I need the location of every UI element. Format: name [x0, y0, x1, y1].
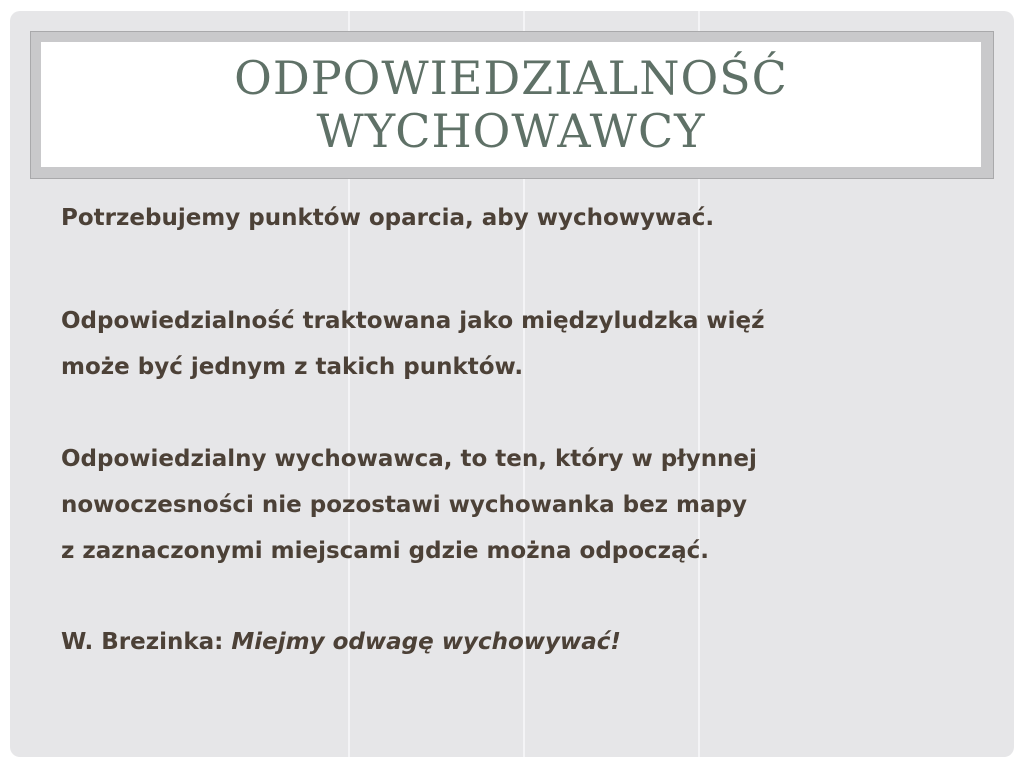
paragraph-3-line-1: Odpowiedzialny wychowawca, to ten, który w płynnej: [61, 446, 757, 472]
paragraph-1-text: Potrzebujemy punktów oparcia, aby wychowywać.: [61, 205, 715, 231]
paragraph-2-line-2: może być jednym z takich punktów.: [61, 354, 524, 380]
title-box: [41, 42, 981, 167]
paragraph-3: [61, 436, 991, 574]
paragraph-3-line-2: nowoczesności nie pozostawi wychowanka bez mapy: [61, 492, 748, 518]
slide-title-line-1: ODPOWIEDZIALNOŚĆ: [234, 51, 788, 105]
paragraph-1: [61, 201, 991, 235]
paragraph-2: [61, 298, 991, 390]
paragraph-3-line-3: z zaznaczonymi miejscami gdzie można odpocząć.: [61, 538, 709, 564]
citation: [61, 625, 991, 659]
slide: [10, 11, 1014, 757]
citation-author: W. Brezinka:: [61, 629, 232, 655]
slide-title-line-2: WYCHOWAWCY: [316, 104, 706, 158]
citation-work: Miejmy odwagę wychowywać!: [231, 629, 621, 655]
paragraph-2-line-1: Odpowiedzialność traktowana jako międzyludzka więź: [61, 308, 765, 334]
